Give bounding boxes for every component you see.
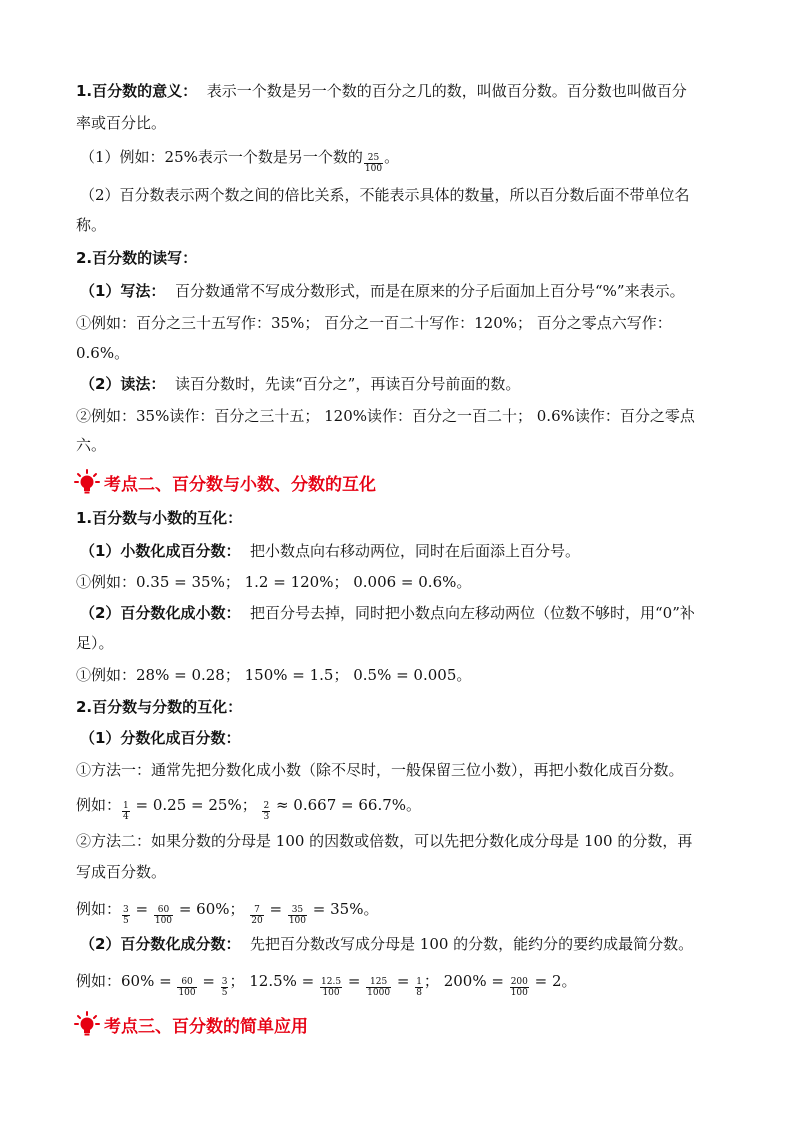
read-write-title: 2.百分数的读写： xyxy=(76,249,198,267)
fraction: $\frac{7}{20}$ xyxy=(251,905,263,926)
method-one-example: 例如： $\frac{1}{4}$ = 0.25 = 25%； $\frac{2}{3}$ ≈ 0.667 = 66.7%。 xyxy=(76,796,422,822)
meaning-line-2: 率或百分比。 xyxy=(76,114,167,132)
method-two-example: 例如： $\frac{3}{5}$ = $\frac{60}{100}$ = 60%； $\frac{7}{20}$ = $\frac{35}{100}$ = 35%。 xyxy=(76,900,379,926)
fraction: $\frac{60}{100}$ xyxy=(154,905,173,926)
percent-to-decimal-example: ①例如：28% = 0.28； 150% = 1.5； 0.5% = 0.005。 xyxy=(76,666,472,684)
write-example-line-2: 0.6%。 xyxy=(76,344,130,362)
fraction-conversion-title: 2.百分数与分数的互化： xyxy=(76,698,243,716)
lightbulb-icon xyxy=(74,469,100,495)
meaning-example-1: （1）例如：25%表示一个数是另一个数的 $\frac{25}{100}$ 。 xyxy=(80,148,400,174)
lightbulb-icon xyxy=(74,1011,100,1037)
read-rule: （2）读法： 读百分数时，先读“百分之”，再读百分号前面的数。 xyxy=(80,375,521,393)
fraction: $\frac{2}{3}$ xyxy=(263,801,270,822)
read-example-line-1: ②例如：35%读作：百分之三十五； 120%读作：百分之一百二十； 0.6%读作：百分之零点 xyxy=(76,407,695,425)
read-example-line-2: 六。 xyxy=(76,436,107,454)
percent-to-fraction-rule: （2）百分数化成分数： 先把百分数改写成分母是 100 的分数，能约分的要约成最简分数。 xyxy=(80,935,694,953)
fraction: $\frac{35}{100}$ xyxy=(288,905,307,926)
fraction-to-percent-title: （1）分数化成百分数： xyxy=(80,729,241,747)
decimal-conversion-title: 1.百分数与小数的互化： xyxy=(76,509,243,527)
meaning-example-2-cont: 称。 xyxy=(76,216,107,234)
method-one: ①方法一：通常先把分数化成小数（除不尽时，一般保留三位小数），再把小数化成百分数。 xyxy=(76,761,684,779)
fraction: $\frac{12.5}{100}$ xyxy=(321,977,342,998)
meaning-example-2: （2）百分数表示两个数之间的倍比关系，不能表示具体的数量，所以百分数后面不带单位名 xyxy=(80,186,690,204)
fraction: $\frac{1}{8}$ xyxy=(416,977,422,998)
fraction: $\frac{1}{4}$ xyxy=(123,801,129,822)
fraction: $\frac{3}{5}$ xyxy=(221,977,228,998)
fraction: $\frac{3}{5}$ xyxy=(123,905,129,926)
percent-to-decimal-rule-cont: 足）。 xyxy=(76,634,114,652)
percent-to-decimal-rule: （2）百分数化成小数： 把百分号去掉，同时把小数点向左移动两位（位数不够时，用“0”补 xyxy=(80,604,695,622)
heading-title: 考点三、百分数的简单应用 xyxy=(104,1016,308,1037)
fraction: $\frac{60}{100}$ xyxy=(178,977,196,998)
section-heading-2 xyxy=(74,468,376,496)
decimal-to-percent-example: ①例如：0.35 = 35%； 1.2 = 120%； 0.006 = 0.6%。 xyxy=(76,573,472,591)
section-heading-3 xyxy=(74,1010,308,1038)
write-example-line-1: ①例如：百分之三十五写作：35%； 百分之一百二十写作：120%； 百分之零点六写作： xyxy=(76,314,672,332)
meaning-title: 1.百分数的意义： xyxy=(76,82,198,100)
fraction: $\frac{125}{1000}$ xyxy=(367,977,391,998)
decimal-to-percent-rule: （1）小数化成百分数： 把小数点向右移动两位，同时在后面添上百分号。 xyxy=(80,542,581,560)
meaning-line-1 xyxy=(76,80,687,102)
meaning-definition: 表示一个数是另一个数的百分之几的数，叫做百分数。百分数也叫做百分 xyxy=(206,82,687,100)
write-rule: （1）写法： 百分数通常不写成分数形式，而是在原来的分子后面加上百分号“%”来表示。 xyxy=(80,282,685,300)
percent-to-fraction-example: 例如：60% = $\frac{60}{100}$ = $\frac{3}{5}$ ； 12.5% = $\frac{12.5}{100}$ = $\frac{125}{1000}$ = $\frac{1}{8}$ ； 200% = $\frac{200}{100}$ = 2。 xyxy=(76,972,577,998)
method-two-line-1: ②方法二：如果分数的分母是 100 的因数或倍数，可以先把分数化成分母是 100 的分数，再 xyxy=(76,832,693,850)
method-two-line-2: 写成百分数。 xyxy=(76,863,167,881)
fraction: $\frac{200}{100}$ xyxy=(510,977,528,998)
fraction: $\frac{25}{100}$ xyxy=(364,153,383,174)
heading-title: 考点二、百分数与小数、分数的互化 xyxy=(104,474,376,495)
